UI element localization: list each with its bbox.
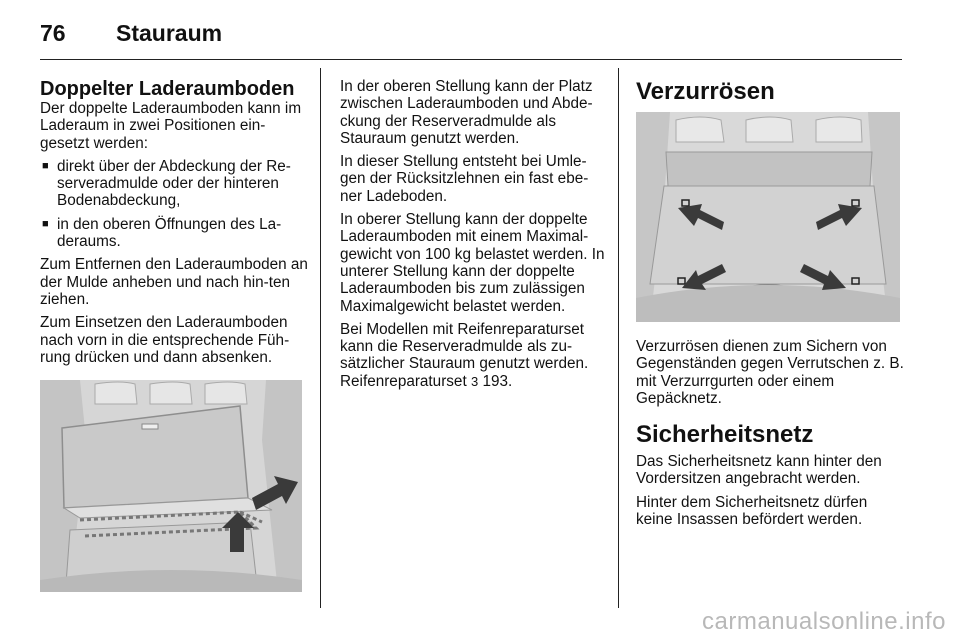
paragraph: In dieser Stellung entsteht bei Umle-gen der Rücksitzlehnen ein fast ebe-ner Ladeboden. — [340, 153, 589, 205]
position-list — [40, 158, 308, 250]
paragraph — [340, 321, 606, 390]
page-header — [40, 14, 902, 58]
list-item: ■ in den oberen Öffnungen des La-deraums. — [40, 216, 308, 251]
page-number: 76 — [40, 20, 66, 46]
lashing-eyes-illustration — [636, 112, 900, 322]
remove-paragraph: Zum Entfernen den Laderaumboden an der Mulde anheben und nach hin-ten ziehen. — [40, 256, 308, 308]
paragraph: Verzurrösen dienen zum Sichern von Gegenständen gegen Verrutschen z. B. mit Verzurrgurten oder einem Gepäcknetz. — [636, 338, 904, 407]
column-1 — [40, 78, 308, 372]
insert-paragraph: Zum Einsetzen den Laderaumboden nach vorn in die entsprechende Füh-rung drücken und dann absenken. — [40, 314, 290, 366]
section-heading-laderaumboden: Doppelter Laderaumboden — [40, 78, 295, 100]
list-item: ■ direkt über der Abdeckung der Re-serveradmulde oder der hinteren Bodenabdeckung, — [40, 158, 308, 210]
section-heading-verzurroesen: Verzurrösen — [636, 78, 775, 105]
section-heading-sicherheitsnetz: Sicherheitsnetz — [636, 421, 814, 449]
header-rule — [40, 59, 902, 60]
column-divider-1 — [320, 68, 321, 608]
column-2 — [340, 78, 606, 396]
running-title: Stauraum — [116, 20, 223, 46]
paragraph-text: Bei Modellen mit Reifenreparaturset kann die Reserveradmulde als zu-sätzlicher Stauraum genutzt werden. Reifenreparaturset — [340, 320, 589, 390]
load-floor-illustration — [40, 380, 302, 592]
intro-paragraph: Der doppelte Laderaumboden kann im Laderaum in zwei Positionen ein-gesetzt werden: — [40, 100, 302, 152]
column-divider-2 — [618, 68, 619, 608]
cross-reference-icon: 3 — [470, 373, 479, 389]
watermark: carmanualsonline.info — [702, 608, 946, 635]
column-3-lower — [636, 338, 904, 534]
paragraph: Hinter dem Sicherheitsnetz dürfen keine Insassen befördert werden. — [636, 493, 868, 529]
paragraph: Das Sicherheitsnetz kann hinter den Vordersitzen angebracht werden. — [636, 453, 882, 488]
paragraph: In der oberen Stellung kann der Platz zwischen Laderaumboden und Abde-ckung der Reserveradmulde als Stauraum genutzt werden. — [340, 78, 593, 147]
paragraph: In oberer Stellung kann der doppelte Laderaumboden mit einem Maximal-gewicht von 100 kg belastet werden. In unterer Stellung kann der doppelte Laderaumboden bis zum zulässigen Maximalgewicht belastet werden. — [340, 211, 605, 315]
cross-reference-page[interactable]: 193. — [482, 372, 513, 390]
